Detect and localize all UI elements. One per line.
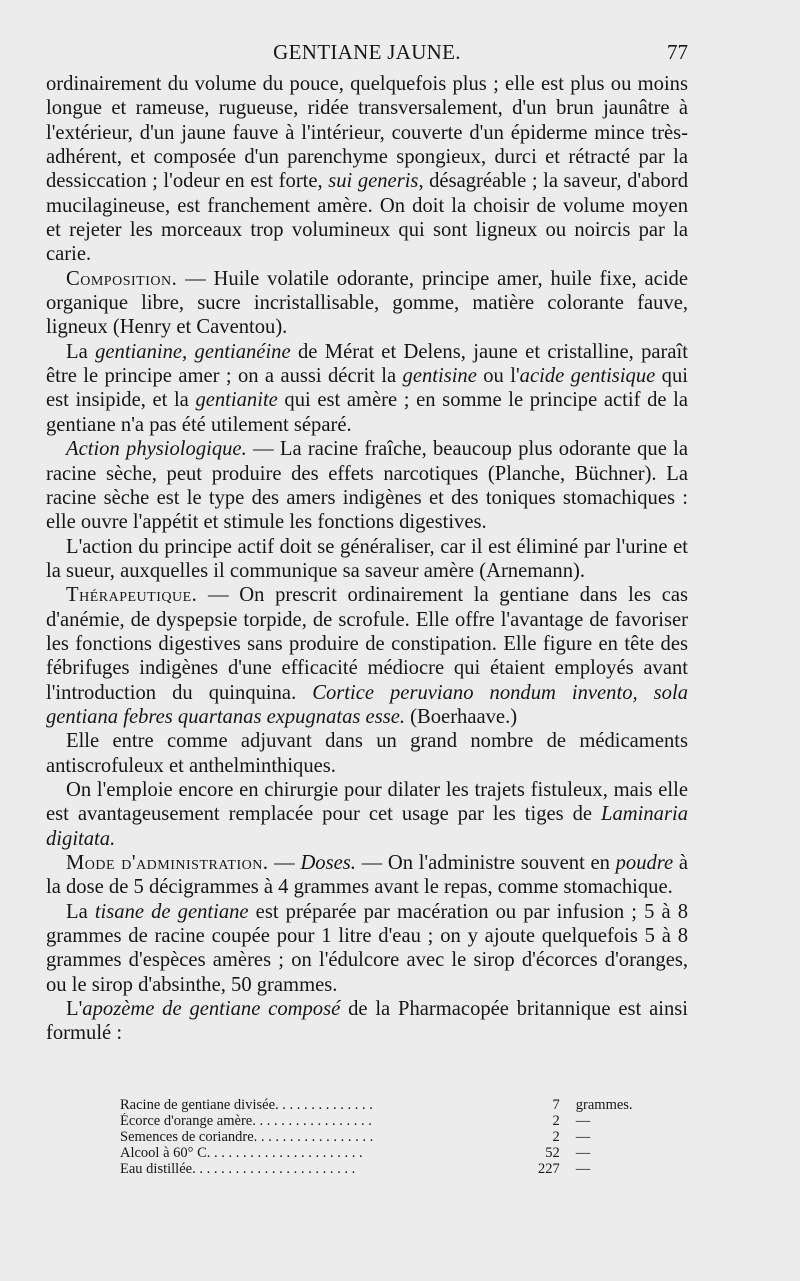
text-run: est préparée par macération ou par infusion ; 5 à 8 grammes de racine coupée pour 1 litre d'eau ; on y ajoute quelquefois 5 à 8 grammes d'espèces amères ; on l'édulcore avec le sirop d'écorces d'oranges, ou le sirop d'absinthe, 50 grammes. bbox=[46, 900, 689, 996]
ingredient-unit: grammes. bbox=[575, 1097, 633, 1113]
paragraph-administration bbox=[46, 851, 688, 900]
paragraph-description bbox=[46, 72, 688, 267]
text-run: — On prescrit ordinairement la gentiane dans les cas d'anémie, de dyspepsie torpide, de scrofule. Elle offre l'avantage de favoriser les fonctions digestives sans produire de constipation. Elle figure en tête des fébrifuges indigènes d'une efficacité médiocre qui étaient employés avant l'introduction du quinquina. bbox=[46, 584, 688, 704]
page-number: 77 bbox=[667, 40, 688, 64]
ingredient-quantity: 7 bbox=[552, 1097, 560, 1113]
paragraph-tisane bbox=[46, 900, 688, 997]
paragraph-apozeme bbox=[46, 997, 688, 1046]
ingredient-quantity: 2 bbox=[552, 1129, 560, 1145]
ingredient-name: Écorce d'orange amère. . . . . . . . . . . . . . . . . bbox=[120, 1113, 372, 1129]
text-run: ou l' bbox=[476, 365, 520, 388]
italic-run: gentianite bbox=[195, 389, 278, 412]
section-heading: Thérapeutique. bbox=[66, 584, 198, 607]
formula-row bbox=[120, 1161, 640, 1177]
ingredient-unit: — bbox=[575, 1145, 591, 1161]
text-run: Elle entre comme adjuvant dans un grand nombre de médicaments antiscrofuleux et anthelminthiques. bbox=[46, 730, 688, 777]
text-run: La bbox=[66, 900, 95, 923]
formula-row bbox=[120, 1097, 640, 1113]
section-heading: Action physiologique. bbox=[66, 438, 247, 461]
text-run: , désagréable ; la saveur, d'abord mucilagineuse, est franchement amère. On doit la choisir de volume moyen et rejeter les morceaux trop volumineux qui sont ligneux ou noircis par la carie. bbox=[46, 170, 689, 266]
text-run: La bbox=[66, 340, 96, 363]
italic-run: Laminaria digitata. bbox=[46, 803, 688, 850]
italic-run: apozème de gentiane composé bbox=[82, 998, 341, 1021]
ingredient-quantity: 227 bbox=[538, 1161, 560, 1177]
formula-row bbox=[120, 1113, 640, 1129]
italic-run: sui generis bbox=[328, 170, 419, 193]
text-run: de la Pharmacopée britannique est ainsi formulé : bbox=[46, 998, 688, 1045]
ingredient-quantity: 52 bbox=[545, 1145, 560, 1161]
text-run: — Huile volatile odorante, principe amer, huile fixe, acide organique libre, sucre incristallisable, gomme, matière colorante fauve, ligneux (Henry et Caventou). bbox=[46, 267, 688, 339]
formula-table bbox=[120, 1097, 640, 1177]
paragraph-adjuvant bbox=[46, 729, 688, 778]
paragraph-composition bbox=[46, 267, 688, 340]
section-heading: Mode d'administration. bbox=[66, 852, 269, 874]
ingredient-name: Semences de coriandre. . . . . . . . . . . . . . . . . bbox=[120, 1129, 374, 1145]
text-run: qui est insipide, et la bbox=[46, 365, 688, 412]
text-run: ordinairement du volume du pouce, quelquefois plus ; elle est plus ou moins longue et rameuse, rugueuse, ridée transversalement, d'un brun jaunâtre à l'extérieur, d'un jaune fauve à l'intérieur, couverte d'un épiderme mince très-adhérent, et composée d'un parenchyme spongieux, durci et rétracté par la dessiccation ; l'odeur en est forte, bbox=[46, 73, 688, 193]
text-run: On l'emploie encore en chirurgie pour dilater les trajets fistuleux, mais elle est avantageusement remplacée pour cet usage par les tiges de bbox=[46, 778, 688, 826]
italic-run: Doses. bbox=[300, 852, 356, 874]
ingredient-name: Eau distillée. . . . . . . . . . . . . . . . . . . . . . . bbox=[120, 1161, 356, 1177]
section-heading: Composition. bbox=[66, 267, 178, 290]
italic-run: acide gentisique bbox=[519, 365, 656, 388]
text-run: — On l'administre souvent en bbox=[355, 852, 616, 874]
paragraph-action bbox=[46, 437, 688, 534]
body-text bbox=[46, 72, 688, 1046]
text-run: de Mérat et Delens, jaune et cristalline, paraît être le principe amer ; on a aussi décrit la bbox=[46, 340, 688, 388]
paragraph-chirurgie bbox=[46, 778, 688, 851]
page-header bbox=[46, 38, 688, 68]
paragraph-elimination bbox=[46, 535, 688, 584]
formula-row bbox=[120, 1129, 640, 1145]
ingredient-unit: — bbox=[575, 1113, 591, 1129]
text-run: à la dose de 5 décigrammes à 4 grammes avant le repas, comme stomachique. bbox=[46, 852, 688, 899]
text-run: qui est amère ; en somme le principe actif de la gentiane n'a pas été utilement séparé. bbox=[46, 389, 688, 436]
text-run: L' bbox=[66, 998, 83, 1021]
italic-run: gentisine bbox=[402, 365, 477, 388]
italic-run: Cortice peruviano nondum invento, sola gentiana febres quartanas expugnatas esse. bbox=[46, 681, 688, 728]
ingredient-unit: — bbox=[575, 1161, 591, 1177]
paragraph-therapeutique bbox=[46, 583, 688, 729]
text-run: (Boerhaave.) bbox=[405, 705, 518, 728]
ingredient-name: Alcool à 60° C. . . . . . . . . . . . . . . . . . . . . . bbox=[120, 1145, 363, 1161]
text-run: L'action du principe actif doit se généraliser, car il est éliminé par l'urine et la sueur, auxquelles il communique sa saveur amère (Arnemann). bbox=[46, 535, 688, 582]
italic-run: gentianine, gentianéine bbox=[95, 340, 291, 363]
text-run: — La racine fraîche, beaucoup plus odorante que la racine sèche, peut produire des effets narcotiques (Planche, Büchner). La racine sèche est le type des amers indigènes et des toniques stomachiques : elle ouvre l'appétit et stimule les fonctions digestives. bbox=[46, 438, 688, 534]
text-run: — bbox=[268, 852, 301, 874]
italic-run: tisane de gentiane bbox=[94, 900, 249, 923]
paragraph-gentianine bbox=[46, 340, 688, 437]
formula-row bbox=[120, 1145, 640, 1161]
ingredient-unit: — bbox=[575, 1129, 591, 1145]
running-title: GENTIANE JAUNE. bbox=[273, 40, 461, 64]
ingredient-quantity: 2 bbox=[552, 1113, 560, 1129]
ingredient-name: Racine de gentiane divisée. . . . . . . . . . . . . . bbox=[120, 1097, 373, 1113]
italic-run: poudre bbox=[615, 852, 674, 874]
